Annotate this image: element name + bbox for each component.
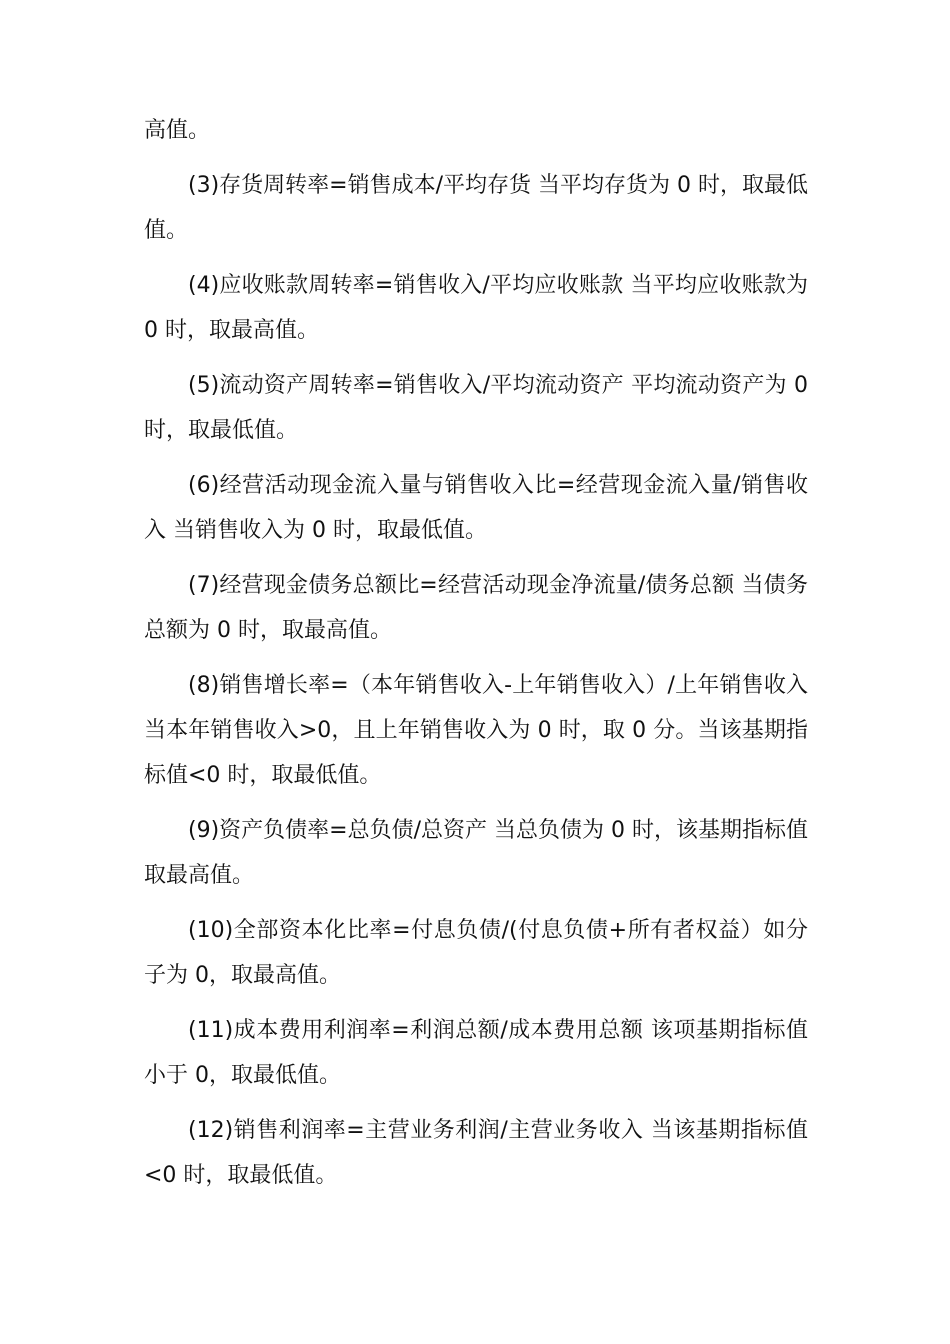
paragraph-item-9: (9)资产负债率=总负债/总资产 当总负债为 0 时，该基期指标值取最高值。 (144, 818, 808, 888)
paragraph-item-6: (6)经营活动现金流入量与销售收入比=经营现金流入量/销售收入 当销售收入为 0 时，取最低值。 (144, 473, 808, 543)
paragraph-item-12: (12)销售利润率=主营业务利润/主营业务收入 当该基期指标值<0 时，取最低值。 (144, 1118, 808, 1188)
paragraph-item-11: (11)成本费用利润率=利润总额/成本费用总额 该项基期指标值小于 0，取最低值。 (144, 1018, 808, 1088)
paragraph-item-8: (8)销售增长率=（本年销售收入-上年销售收入）/上年销售收入 当本年销售收入>0，且上年销售收入为 0 时，取 0 分。当该基期指标值<0 时，取最低值。 (144, 673, 808, 788)
paragraph-item-5: (5)流动资产周转率=销售收入/平均流动资产 平均流动资产为 0 时，取最低值。 (144, 373, 808, 443)
paragraph-item-4: (4)应收账款周转率=销售收入/平均应收账款 当平均应收账款为 0 时，取最高值。 (144, 273, 808, 343)
document-body (144, 108, 808, 1208)
paragraph-item-10: (10)全部资本化比率=付息负债/(付息负债+所有者权益）如分子为 0，取最高值。 (144, 918, 808, 988)
paragraph-item-3: (3)存货周转率=销售成本/平均存货 当平均存货为 0 时，取最低值。 (144, 173, 808, 243)
paragraph-continuation: 高值。 (144, 118, 211, 143)
paragraph-item-7: (7)经营现金债务总额比=经营活动现金净流量/债务总额 当债务总额为 0 时，取最高值。 (144, 573, 808, 643)
